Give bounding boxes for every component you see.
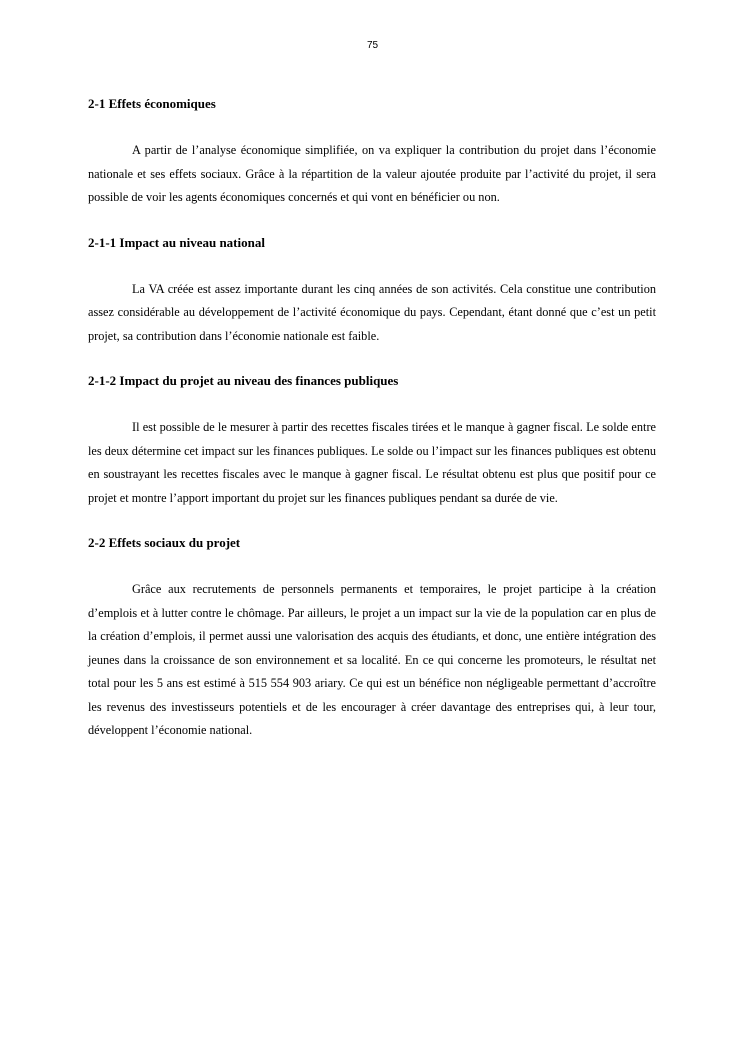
section-heading-effets-economiques: 2-1 Effets économiques: [88, 96, 216, 111]
section-heading-impact-national: 2-1-1 Impact au niveau national: [88, 234, 265, 250]
section-paragraph-finances-publiques: Il est possible de le mesurer à partir des recettes fiscales tirées et le manque à gagner fiscal. Le solde entre les deux détermine cet impact sur les finances publiques. Le solde ou l’impact sur les finances publiques est obtenu en soustrayant les recettes fiscales avec le manque à gagner fiscal. Le résultat obtenu est plus que positif pour ce projet et montre l’apport important du projet sur les finances publiques pendant sa durée de vie.: [88, 420, 656, 505]
section-paragraph-effets-economiques: A partir de l’analyse économique simplifiée, on va expliquer la contribution du projet dans l’économie nationale et ses effets sociaux. Grâce à la répartition de la valeur ajoutée produite par l’activité du projet, il sera possible de voir les agents économiques concernés et qui vont en bénéficier ou non.: [88, 143, 656, 204]
section-heading-finances-publiques: 2-1-2 Impact du projet au niveau des finances publiques: [88, 373, 399, 388]
section-heading-effets-sociaux: 2-2 Effets sociaux du projet: [88, 535, 241, 550]
section-paragraph-effets-sociaux: Grâce aux recrutements de personnels permanents et temporaires, le projet participe à la création d’emplois et à lutter contre le chômage. Par ailleurs, le projet a un impact sur la vie de la population car en plus de la création d’emplois, il permet aussi une valorisation des acquis des étudiants, et donc, une entière intégration des jeunes dans la croissance de son environnement et sa localité. En ce qui concerne les promoteurs, le résultat net total pour les 5 ans est estimé à 515 554 903 ariary. Ce qui est un bénéfice non négligeable permettant d’accroître les revenus des investisseurs potentiels et de les encourager à créer davantage des entreprises qui, à leur tour, développent l’économie national.: [88, 582, 656, 737]
section-paragraph-impact-national: La VA créée est assez importante durant les cinq années de son activités. Cela constitue une contribution assez considérable au développement de l’activité économique du pays. Cependant, étant donné que c’est un petit projet, sa contribution dans l’économie nationale est faible.: [88, 281, 656, 343]
document-body: [88, 96, 656, 768]
page-number: 75: [366, 40, 379, 51]
